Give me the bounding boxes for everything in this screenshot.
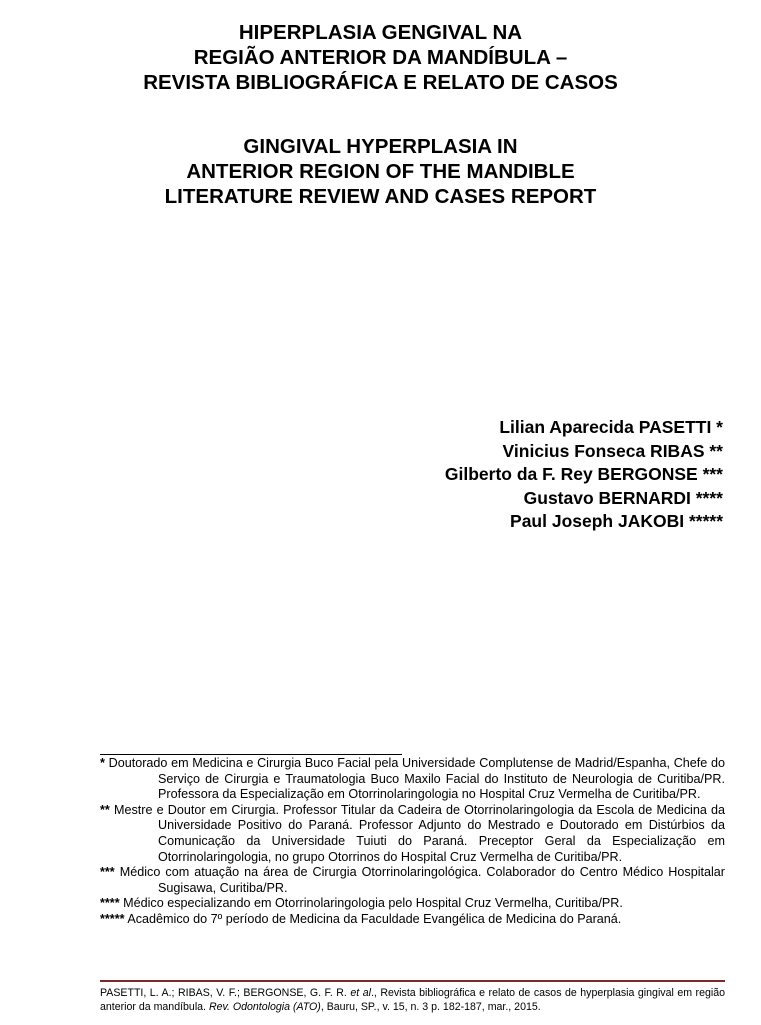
footnote-text: Doutorado em Medicina e Cirurgia Buco Facial pela Universidade Complutense de Madrid/Espanha, Chefe do Serviço de Cirurgia e Traumatologia Buco Maxilo Facial do Instituto de Neurologia de Curitiba/PR. Professora da Especialização em Otorrinolaringologia no Hospital Cruz Vermelha de Curitiba/PR. [108,756,726,802]
title-pt-line-1: HIPERPLASIA GENGIVAL NA [238,21,523,44]
citation-authors: PASETTI, L. A.; RIBAS, V. F.; BERGONSE, G. F. R. [100,987,351,999]
citation-details: , Bauru, SP., v. 15, n. 3 p. 182-187, mar., 2015. [320,1000,541,1013]
footnote-item [100,912,725,928]
citation-journal: Rev. Odontologia (ATO) [208,1000,321,1013]
author-name: Gustavo BERNARDI **** [523,487,723,508]
footnote-separator [100,754,402,755]
footnote-text: Acadêmico do 7º período de Medicina da Faculdade Evangélica de Medicina do Paraná. [127,911,622,926]
author-name: Lilian Aparecida PASETTI * [499,417,723,437]
footnote-item [100,756,725,803]
footer-rule [100,980,725,982]
footnote-marker: ** [100,802,110,817]
footnote-item [100,865,725,896]
title-portuguese [0,20,761,95]
footnote-marker: * [100,756,105,770]
footnotes [100,756,725,928]
citation-title: ., Revista bibliográfica e relato de casos de hyperplasia gingival em região anterior da mandíbula. [100,987,725,1013]
title-pt-line-2: REGIÃO ANTERIOR DA MANDÍBULA – [193,46,568,69]
author-name: Gilberto da F. Rey BERGONSE *** [444,464,723,484]
footnote-text: Médico especializando em Otorrinolaringologia pelo Hospital Cruz Vermelha, Curitiba/PR. [123,896,623,911]
footnote-marker: *** [100,865,115,880]
footnote-item [100,896,725,912]
title-en-line-1: GINGIVAL HYPERPLASIA IN [243,135,518,158]
title-en-line-2: ANTERIOR REGION OF THE MANDIBLE [186,160,575,183]
footnote-item [100,803,725,865]
author-name: Vinicius Fonseca RIBAS ** [502,440,723,461]
citation-etal: et al [350,987,371,999]
author-name: Paul Joseph JAKOBI ***** [510,511,723,531]
footnote-marker: **** [100,896,120,911]
title-english [0,134,761,209]
footnote-text: Mestre e Doutor em Cirurgia. Professor Titular da Cadeira de Otorrinolaringologia da Escola de Medicina da Universidade Positivo do Paraná. Professor Adjunto do Mestrado e Doutorado em Distúrbios da Comunicação da Universidade Tuiuti do Paraná. Preceptor Geral da Especialização em Otorrinolaringologia, no grupo Otorrinos do Hospital Cruz Vermelha de Curitiba/PR. [113,802,726,864]
footnote-marker: ***** [100,911,125,926]
author-list [445,416,723,534]
title-pt-line-3: REVISTA BIBLIOGRÁFICA E RELATO DE CASOS [143,71,618,94]
footnote-text: Médico com atuação na área de Cirurgia Otorrinolaringológica. Colaborador do Centro Médico Hospitalar Sugisawa, Curitiba/PR. [119,865,726,895]
citation-footer [100,987,725,1014]
title-en-line-3: LITERATURE REVIEW AND CASES REPORT [164,185,597,208]
